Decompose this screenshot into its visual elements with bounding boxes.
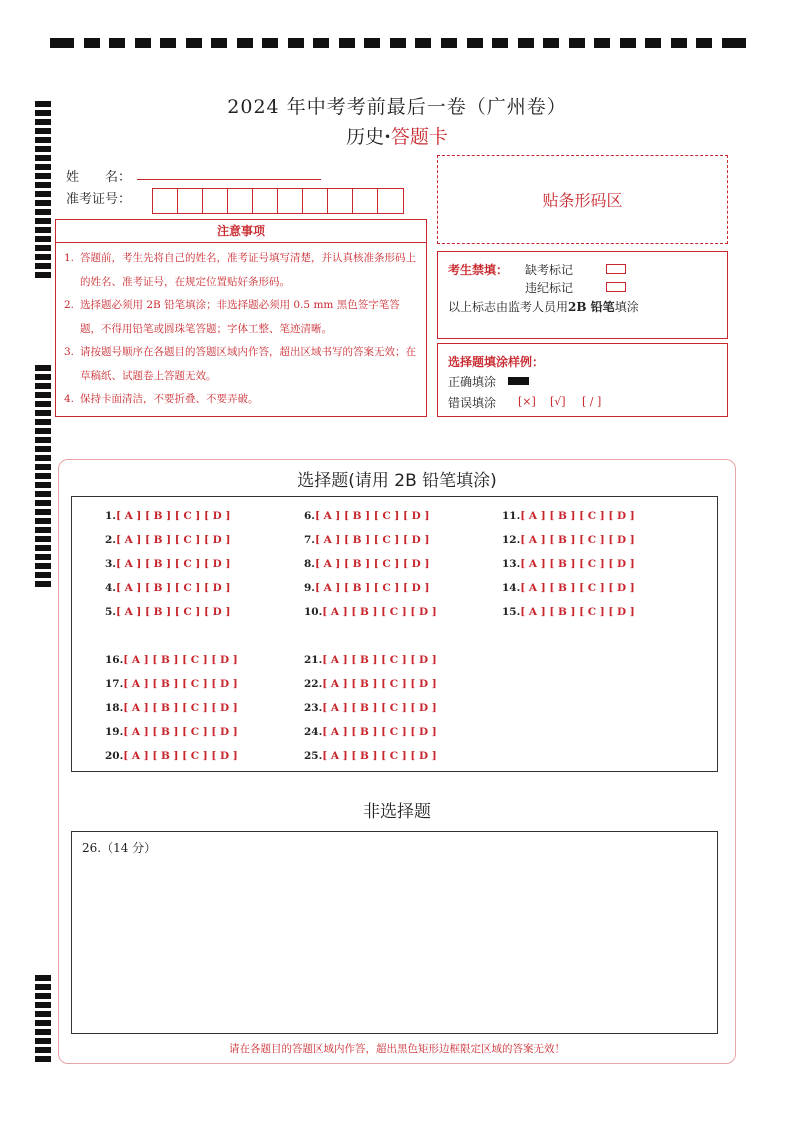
timing-mark	[35, 218, 51, 224]
timing-mark	[109, 38, 125, 48]
timing-mark	[84, 38, 100, 48]
timing-mark	[492, 38, 508, 48]
correct-fill-sample	[508, 377, 529, 385]
mc-question[interactable]	[105, 534, 230, 546]
mc-options[interactable]: [ A ] [ B ] [ C ] [ D ]	[520, 558, 635, 570]
timing-mark	[35, 509, 51, 515]
timing-mark	[645, 38, 661, 48]
mc-question-number: 6.	[304, 510, 315, 522]
mc-question[interactable]	[304, 654, 437, 666]
mc-question[interactable]	[105, 750, 238, 762]
timing-mark	[35, 227, 51, 233]
timing-mark	[35, 993, 51, 999]
mc-question[interactable]	[304, 702, 437, 714]
mc-question[interactable]	[304, 678, 437, 690]
timing-mark	[441, 38, 457, 48]
timing-mark	[35, 1056, 51, 1062]
subject-label: 历史	[346, 126, 385, 148]
id-digit-box[interactable]	[278, 189, 303, 213]
timing-mark	[35, 419, 51, 425]
timing-mark	[288, 38, 304, 48]
timing-mark	[339, 38, 355, 48]
mc-question[interactable]	[304, 606, 437, 618]
id-label: 准考证号：	[66, 192, 132, 207]
mc-options[interactable]: [ A ] [ B ] [ C ] [ D ]	[322, 606, 437, 618]
mc-question-number: 24.	[304, 726, 323, 738]
mc-question[interactable]	[304, 726, 437, 738]
timing-mark	[35, 245, 51, 251]
timing-mark	[35, 975, 51, 981]
mc-question[interactable]	[105, 558, 230, 570]
timing-mark	[35, 984, 51, 990]
mc-question-number: 9.	[304, 582, 315, 594]
mc-question[interactable]	[304, 558, 429, 570]
id-digit-box[interactable]	[253, 189, 278, 213]
mc-options[interactable]: [ A ] [ B ] [ C ] [ D ]	[123, 750, 238, 762]
top-timing-marks	[50, 38, 746, 50]
mc-options[interactable]: [ A ] [ B ] [ C ] [ D ]	[123, 702, 238, 714]
timing-mark	[569, 38, 585, 48]
timing-mark	[35, 572, 51, 578]
violation-label: 违纪标记	[525, 281, 574, 295]
notice-item	[64, 388, 420, 412]
mc-question-number: 12.	[502, 534, 521, 546]
timing-mark	[35, 554, 51, 560]
timing-mark	[35, 164, 51, 170]
mc-question-number: 8.	[304, 558, 315, 570]
id-digit-box[interactable]	[328, 189, 353, 213]
timing-mark	[35, 527, 51, 533]
timing-mark	[35, 1011, 51, 1017]
mc-options[interactable]: [ A ] [ B ] [ C ] [ D ]	[115, 606, 231, 618]
mc-question-number: 10.	[304, 606, 323, 618]
mc-question[interactable]	[304, 534, 429, 546]
mc-question-number: 17.	[105, 678, 124, 690]
mc-options[interactable]: [ A ] [ B ] [ C ] [ D ]	[520, 510, 635, 522]
timing-mark	[35, 536, 51, 542]
forbid-note	[448, 298, 639, 315]
mc-question[interactable]	[502, 558, 635, 570]
mc-question[interactable]	[105, 726, 238, 738]
notice-item-text: 保持卡面清洁，不要折叠、不要弄破。	[80, 393, 259, 405]
page-subtitle	[0, 122, 794, 149]
mc-question-number: 21.	[304, 654, 323, 666]
correct-label: 正确填涂	[448, 375, 497, 389]
absent-label: 缺考标记	[525, 263, 574, 277]
mc-question-number: 25.	[304, 750, 323, 762]
mc-question[interactable]	[105, 582, 230, 594]
mc-options[interactable]: [ A ] [ B ] [ C ] [ D ]	[123, 726, 238, 738]
timing-mark	[415, 38, 431, 48]
timing-mark	[35, 254, 51, 260]
fill-example-box	[437, 343, 728, 417]
mc-options[interactable]: [ A ] [ B ] [ C ] [ D ]	[322, 702, 437, 714]
notice-item-text: 选择题必须用 2B 铅笔填涂；非选择题必须用 0.5 mm 黑色签字笔答题，不得用铅笔或圆珠笔答题；字体工整、笔迹清晰。	[80, 299, 400, 335]
timing-mark	[35, 1020, 51, 1026]
mc-question[interactable]	[304, 750, 437, 762]
timing-mark	[262, 38, 278, 48]
mc-question-number: 7.	[304, 534, 315, 546]
id-digit-box[interactable]	[203, 189, 228, 213]
mc-question-number: 5.	[105, 606, 116, 618]
mc-question-number: 18.	[105, 702, 124, 714]
mc-options[interactable]: [ A ] [ B ] [ C ] [ D ]	[314, 534, 430, 546]
notice-item	[64, 247, 420, 294]
nonmc-section-title: 非选择题	[363, 802, 431, 822]
example-title: 选择题填涂样例：	[448, 355, 545, 369]
id-digit-box[interactable]	[303, 189, 328, 213]
forbid-box	[437, 251, 728, 339]
mc-options[interactable]: [ A ] [ B ] [ C ] [ D ]	[115, 558, 231, 570]
absent-mark-box[interactable]	[606, 264, 626, 274]
mc-options[interactable]: [ A ] [ B ] [ C ] [ D ]	[314, 582, 430, 594]
notice-item-text: 答题前，考生先将自己的姓名，准考证号填写清楚，并认真核准条形码上的姓名、准考证号，在规定位置贴好条形码。	[80, 252, 416, 288]
mc-options[interactable]: [ A ] [ B ] [ C ] [ D ]	[314, 510, 430, 522]
forbid-label: 考生禁填：	[448, 263, 509, 277]
timing-mark	[237, 38, 253, 48]
mc-options[interactable]: [ A ] [ B ] [ C ] [ D ]	[123, 654, 238, 666]
mc-options[interactable]: [ A ] [ B ] [ C ] [ D ]	[115, 534, 231, 546]
wrong-mark-cross: [×]	[518, 395, 536, 408]
timing-mark	[135, 38, 151, 48]
separator-dot: ·	[384, 126, 391, 148]
timing-mark	[35, 155, 51, 161]
footer-note: 请在各题目的答题区域内作答，超出黑色矩形边框限定区域的答案无效！	[229, 1043, 565, 1055]
timing-mark	[35, 401, 51, 407]
mc-question[interactable]	[105, 510, 230, 522]
notice-title: 注意事项	[56, 220, 426, 243]
timing-mark	[35, 500, 51, 506]
timing-mark	[186, 38, 202, 48]
timing-mark	[35, 209, 51, 215]
timing-mark	[35, 200, 51, 206]
forbid-note-post: 填涂	[614, 300, 639, 314]
mc-question[interactable]	[105, 678, 238, 690]
timing-mark	[467, 38, 483, 48]
timing-mark	[35, 518, 51, 524]
notice-item	[64, 341, 420, 388]
q26-answer-area[interactable]	[71, 831, 718, 1034]
mc-question-number: 11.	[502, 510, 521, 522]
wrong-label: 错误填涂	[448, 396, 497, 410]
mc-options[interactable]: [ A ] [ B ] [ C ] [ D ]	[322, 750, 437, 762]
id-digit-box[interactable]	[378, 189, 403, 213]
mc-question-number: 23.	[304, 702, 323, 714]
timing-mark	[35, 1002, 51, 1008]
timing-mark	[722, 38, 746, 48]
timing-mark	[671, 38, 687, 48]
mc-options[interactable]: [ A ] [ B ] [ C ] [ D ]	[115, 582, 231, 594]
mc-question-number: 15.	[502, 606, 521, 618]
barcode-label: 贴条形码区	[542, 191, 623, 210]
timing-mark	[160, 38, 176, 48]
mc-options[interactable]: [ A ] [ B ] [ C ] [ D ]	[520, 534, 635, 546]
timing-mark	[35, 365, 51, 371]
mc-options[interactable]: [ A ] [ B ] [ C ] [ D ]	[520, 606, 635, 618]
barcode-area	[437, 155, 728, 244]
id-digit-box[interactable]	[228, 189, 253, 213]
notice-item-number: 2.	[64, 299, 75, 311]
timing-mark	[35, 1029, 51, 1035]
mc-question-number: 20.	[105, 750, 124, 762]
name-label: 姓 名：	[66, 170, 132, 185]
timing-mark	[35, 383, 51, 389]
id-digit-box[interactable]	[178, 189, 203, 213]
id-digit-box[interactable]	[353, 189, 378, 213]
timing-mark	[35, 545, 51, 551]
timing-mark	[35, 392, 51, 398]
forbid-note-bold: 2B 铅笔	[568, 300, 615, 314]
timing-mark	[543, 38, 559, 48]
violation-mark-box[interactable]	[606, 282, 626, 292]
timing-mark	[313, 38, 329, 48]
mc-question-number: 3.	[105, 558, 116, 570]
mc-question-number: 1.	[105, 510, 116, 522]
timing-mark	[35, 491, 51, 497]
mc-question[interactable]	[105, 702, 238, 714]
mc-question[interactable]	[502, 510, 635, 522]
timing-mark	[35, 581, 51, 587]
wrong-mark-check: [√]	[550, 395, 566, 408]
card-label: 答题卡	[390, 126, 448, 148]
notice-item-number: 3.	[64, 346, 75, 358]
mc-answer-box	[71, 496, 718, 772]
notice-list	[56, 243, 426, 412]
mc-question[interactable]	[105, 606, 230, 618]
timing-mark	[35, 272, 51, 278]
mc-question-number: 22.	[304, 678, 323, 690]
timing-mark	[35, 236, 51, 242]
notice-box	[55, 219, 427, 417]
timing-mark	[594, 38, 610, 48]
mc-question[interactable]	[502, 606, 635, 618]
timing-mark	[518, 38, 534, 48]
timing-mark	[696, 38, 712, 48]
mc-question-number: 13.	[502, 558, 521, 570]
timing-mark	[35, 191, 51, 197]
timing-mark	[35, 410, 51, 416]
notice-item-text: 请按题号顺序在各题目的答题区域内作答，超出区域书写的答案无效；在草稿纸、试题卷上答题无效。	[80, 346, 416, 382]
wrong-mark-slash: [ / ]	[582, 395, 602, 408]
notice-item-number: 4.	[64, 393, 75, 405]
timing-mark	[35, 446, 51, 452]
mc-question-number: 16.	[105, 654, 124, 666]
timing-mark	[390, 38, 406, 48]
timing-mark	[35, 455, 51, 461]
id-digit-box[interactable]	[153, 189, 178, 213]
mc-options[interactable]: [ A ] [ B ] [ C ] [ D ]	[520, 582, 635, 594]
mc-question-number: 4.	[105, 582, 116, 594]
timing-mark	[35, 182, 51, 188]
mc-question-number: 19.	[105, 726, 124, 738]
mc-section-title: 选择题(请用 2B 铅笔填涂)	[297, 471, 497, 491]
mc-question[interactable]	[105, 654, 238, 666]
timing-mark	[35, 428, 51, 434]
page-title: 2024 年中考考前最后一卷（广州卷）	[227, 96, 567, 118]
q26-label: 26.（14 分）	[82, 841, 157, 855]
timing-mark	[35, 563, 51, 569]
mc-question[interactable]	[502, 582, 635, 594]
timing-mark	[364, 38, 380, 48]
timing-mark	[35, 263, 51, 269]
mc-options[interactable]: [ A ] [ B ] [ C ] [ D ]	[314, 558, 430, 570]
mc-options[interactable]: [ A ] [ B ] [ C ] [ D ]	[115, 510, 231, 522]
mc-question-number: 14.	[502, 582, 521, 594]
forbid-note-pre: 以上标志由监考人员用	[448, 300, 569, 314]
mc-question[interactable]	[304, 582, 429, 594]
id-number-boxes[interactable]	[152, 188, 404, 214]
notice-item	[64, 294, 420, 341]
timing-mark	[620, 38, 636, 48]
timing-mark	[35, 374, 51, 380]
timing-mark	[211, 38, 227, 48]
timing-mark	[35, 173, 51, 179]
mc-question[interactable]	[502, 534, 635, 546]
mc-options[interactable]: [ A ] [ B ] [ C ] [ D ]	[322, 654, 437, 666]
mc-options[interactable]: [ A ] [ B ] [ C ] [ D ]	[123, 678, 238, 690]
notice-item-number: 1.	[64, 252, 75, 264]
timing-mark	[35, 437, 51, 443]
mc-options[interactable]: [ A ] [ B ] [ C ] [ D ]	[322, 726, 437, 738]
mc-options[interactable]: [ A ] [ B ] [ C ] [ D ]	[322, 678, 437, 690]
mc-question-number: 2.	[105, 534, 116, 546]
mc-question[interactable]	[304, 510, 429, 522]
timing-mark	[50, 38, 74, 48]
name-field[interactable]	[137, 179, 321, 180]
